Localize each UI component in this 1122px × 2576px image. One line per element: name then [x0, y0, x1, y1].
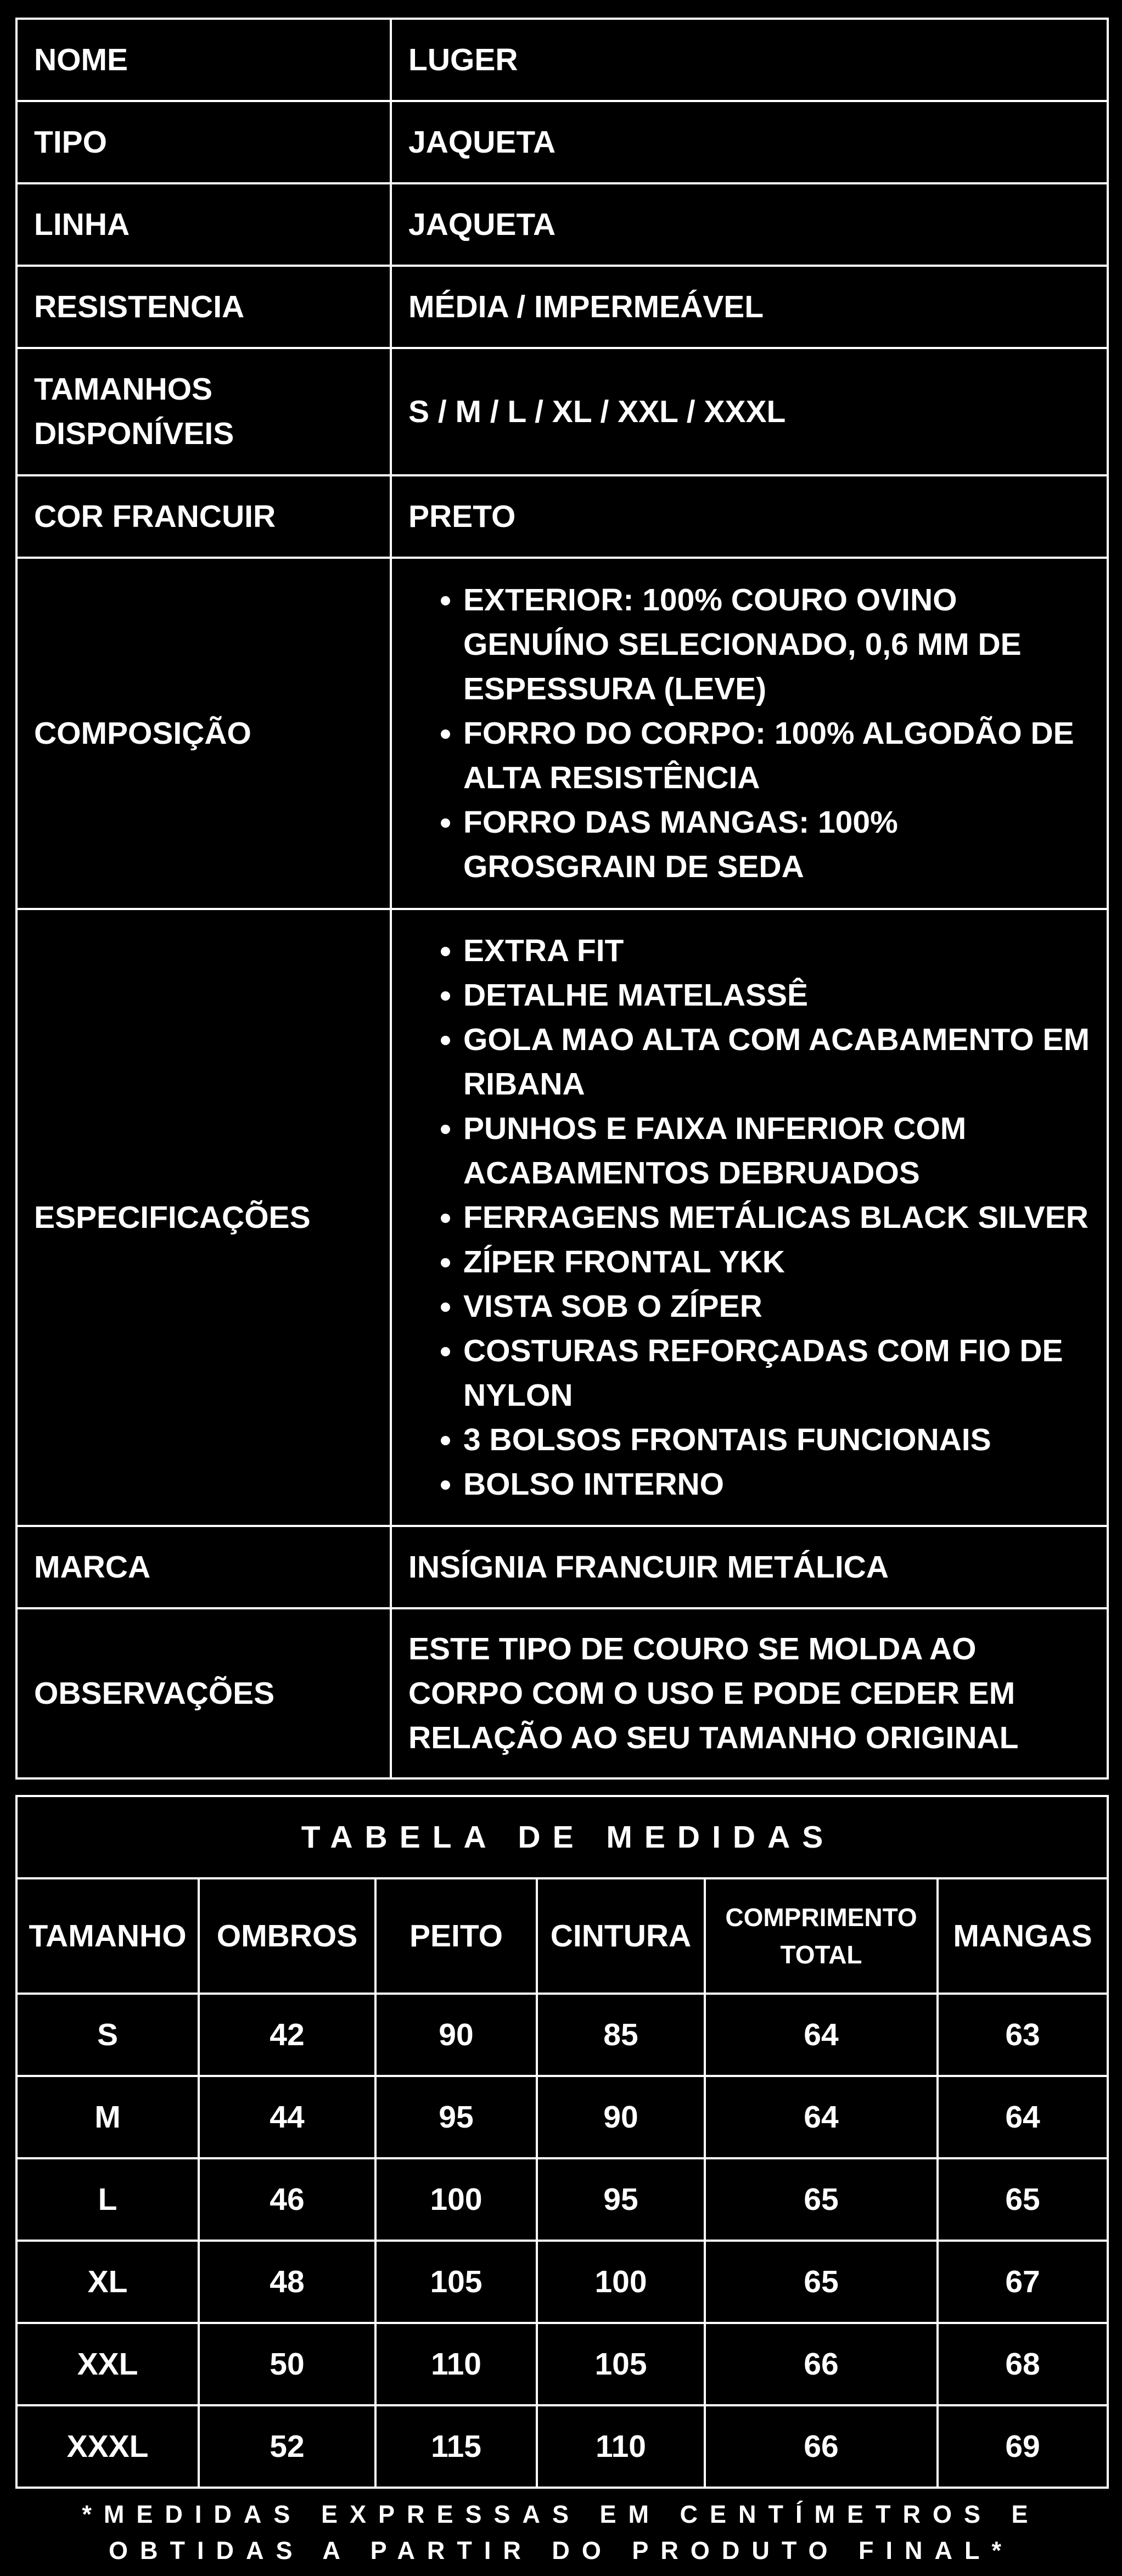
list-item: • PUNHOS E FAIXA INFERIOR COM ACABAMENTOS DEBRUADOS	[463, 1107, 1096, 1196]
list-item: • FORRO DAS MANGAS: 100% GROSGRAIN DE SEDA	[463, 800, 1096, 889]
size-measurements-table	[15, 1795, 1109, 2489]
spec-label: RESISTENCIA	[16, 266, 391, 348]
list-item: • VISTA SOB O ZÍPER	[463, 1284, 1096, 1329]
spec-label: MARCA	[16, 1526, 391, 1608]
spec-value: LUGER	[391, 19, 1108, 101]
column-header: MANGAS	[938, 1878, 1108, 1994]
spec-label: NOME	[16, 19, 391, 101]
list-item: • DETALHE MATELASSÊ	[463, 973, 1096, 1018]
table-cell: XXL	[16, 2323, 199, 2405]
table-cell: 46	[199, 2158, 375, 2241]
table-cell: 65	[705, 2158, 938, 2241]
list-item: • FORRO DO CORPO: 100% ALGODÃO DE ALTA RESISTÊNCIA	[463, 711, 1096, 800]
table-cell: 52	[199, 2405, 375, 2488]
spec-row-especificacoes	[16, 909, 1108, 1526]
specifications-list	[408, 929, 1096, 1507]
table-row	[16, 2323, 1108, 2405]
table-cell: 64	[938, 2076, 1108, 2158]
spec-value-list	[391, 909, 1108, 1526]
column-header: CINTURA	[537, 1878, 705, 1994]
column-header: OMBROS	[199, 1878, 375, 1994]
composition-list	[408, 578, 1096, 889]
table-row	[16, 2405, 1108, 2488]
table-row	[16, 2158, 1108, 2241]
table-cell: 110	[375, 2323, 537, 2405]
list-item: • EXTERIOR: 100% COURO OVINO GENUÍNO SELECIONADO, 0,6 MM DE ESPESSURA (LEVE)	[463, 578, 1096, 711]
list-item: • GOLA MAO ALTA COM ACABAMENTO EM RIBANA	[463, 1018, 1096, 1107]
spec-value: JAQUETA	[391, 101, 1108, 183]
spec-label: ESPECIFICAÇÕES	[16, 909, 391, 1526]
table-cell: 95	[537, 2158, 705, 2241]
spec-label: OBSERVAÇÕES	[16, 1608, 391, 1778]
spec-value-list	[391, 558, 1108, 909]
footnote: *MEDIDAS EXPRESSAS EM CENTÍMETROS E OBTIDAS A PARTIR DO PRODUTO FINAL*	[82, 2500, 1040, 2564]
list-item: • EXTRA FIT	[463, 929, 1096, 973]
table-cell: 68	[938, 2323, 1108, 2405]
table-cell: 65	[705, 2241, 938, 2323]
column-header: TAMANHO	[16, 1878, 199, 1994]
spec-row-linha	[16, 183, 1108, 266]
list-item: • ZÍPER FRONTAL YKK	[463, 1240, 1096, 1284]
spec-value: S / M / L / XL / XXL / XXXL	[391, 348, 1108, 475]
table-cell: 48	[199, 2241, 375, 2323]
table-cell: 63	[938, 1994, 1108, 2076]
product-spec-table	[15, 18, 1109, 1780]
spec-row-nome	[16, 19, 1108, 101]
list-item: • 3 BOLSOS FRONTAIS FUNCIONAIS	[463, 1418, 1096, 1462]
table-cell: 66	[705, 2323, 938, 2405]
table-cell: 64	[705, 2076, 938, 2158]
list-item: • BOLSO INTERNO	[463, 1462, 1096, 1507]
spec-row-tamanhos	[16, 348, 1108, 475]
table-cell: 66	[705, 2405, 938, 2488]
table-cell: 42	[199, 1994, 375, 2076]
table-cell: 105	[537, 2323, 705, 2405]
spec-value: INSÍGNIA FRANCUIR METÁLICA	[391, 1526, 1108, 1608]
spec-row-marca	[16, 1526, 1108, 1608]
spec-label: COR FRANCUIR	[16, 475, 391, 558]
table-cell: 85	[537, 1994, 705, 2076]
spec-row-tipo	[16, 101, 1108, 183]
column-header: COMPRIMENTO TOTAL	[705, 1878, 938, 1994]
table-cell: 100	[537, 2241, 705, 2323]
table-cell: M	[16, 2076, 199, 2158]
spec-value: ESTE TIPO DE COURO SE MOLDA AO CORPO COM O USO E PODE CEDER EM RELAÇÃO AO SEU TAMANHO ORIGINAL	[391, 1608, 1108, 1778]
spec-row-observacoes	[16, 1608, 1108, 1778]
table-cell: 105	[375, 2241, 537, 2323]
table-cell: 65	[938, 2158, 1108, 2241]
spec-label: COMPOSIÇÃO	[16, 558, 391, 909]
table-cell: 90	[375, 1994, 537, 2076]
spec-row-composicao	[16, 558, 1108, 909]
spec-label: LINHA	[16, 183, 391, 266]
table-cell: 69	[938, 2405, 1108, 2488]
table-cell: 115	[375, 2405, 537, 2488]
table-header-row	[16, 1878, 1108, 1994]
spec-row-resistencia	[16, 266, 1108, 348]
table-cell: 67	[938, 2241, 1108, 2323]
table-cell: 100	[375, 2158, 537, 2241]
table-cell: 44	[199, 2076, 375, 2158]
table-cell: XXXL	[16, 2405, 199, 2488]
table-cell: S	[16, 1994, 199, 2076]
spec-value: MÉDIA / IMPERMEÁVEL	[391, 266, 1108, 348]
spec-row-cor	[16, 475, 1108, 558]
table-cell: 95	[375, 2076, 537, 2158]
table-row	[16, 2241, 1108, 2323]
list-item: • COSTURAS REFORÇADAS COM FIO DE NYLON	[463, 1329, 1096, 1418]
column-header: PEITO	[375, 1878, 537, 1994]
spec-value: PRETO	[391, 475, 1108, 558]
table-row	[16, 1994, 1108, 2076]
spec-value: JAQUETA	[391, 183, 1108, 266]
table-row	[16, 2076, 1108, 2158]
table-cell: XL	[16, 2241, 199, 2323]
table-cell: L	[16, 2158, 199, 2241]
table-cell: 50	[199, 2323, 375, 2405]
table-cell: 110	[537, 2405, 705, 2488]
list-item: • FERRAGENS METÁLICAS BLACK SILVER	[463, 1196, 1096, 1240]
spec-label: TIPO	[16, 101, 391, 183]
table-title: TABELA DE MEDIDAS	[16, 1796, 1108, 1878]
table-cell: 90	[537, 2076, 705, 2158]
table-cell: 64	[705, 1994, 938, 2076]
spec-label: TAMANHOS DISPONÍVEIS	[16, 348, 391, 475]
